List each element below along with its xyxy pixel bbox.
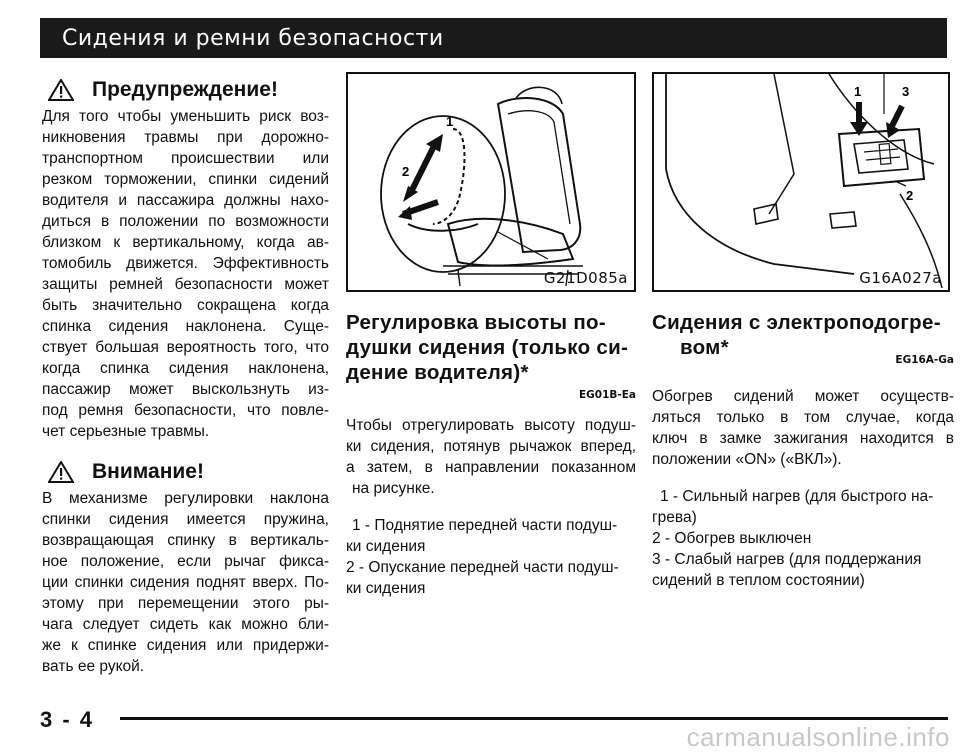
heated-seat-figure: [652, 72, 950, 292]
section-heading: [652, 310, 954, 360]
text-line: спинки сидения имеется пружина,: [42, 511, 329, 528]
figure-legend: [346, 515, 636, 599]
text-line: водителя и пассажира должны нахо-: [42, 192, 329, 209]
text-line: вать ее рукой.: [42, 658, 145, 675]
text-line: ствует большая вероятность того, что: [42, 339, 329, 356]
figure-legend: [652, 486, 954, 591]
text-line: спинка сидения наклонена. Суще-: [42, 318, 329, 335]
text-line: пассажир может выскользнуть из-: [42, 381, 329, 398]
warning-triangle-icon: [48, 79, 74, 101]
text-line: Обогрев сидений может осуществ-: [652, 388, 954, 405]
heading-line: дение водителя)*: [346, 361, 529, 384]
middle-column: [346, 72, 636, 599]
text-line: резком торможении, спинки сидений: [42, 171, 329, 188]
section-paragraph: [346, 415, 636, 499]
text-line: Для того чтобы уменьшить риск воз-: [42, 108, 329, 125]
text-line: когда спинка сидения наклонена,: [42, 360, 329, 377]
text-line: В механизме регулировки наклона: [42, 490, 329, 507]
text-line: защиты ремней безопасности может: [42, 276, 329, 293]
text-line: ции спинки сидения поднят вверх. По-: [42, 574, 329, 591]
legend-item: 1 - Сильный нагрев (для быстрого на-: [660, 488, 934, 505]
text-line: на рисунке.: [352, 480, 435, 497]
text-line: диться в положении по возможности: [42, 213, 329, 230]
text-line: ключ в замке зажигания находится в: [652, 430, 954, 447]
left-column: [42, 78, 329, 677]
caution-text: [42, 488, 329, 677]
seat-illustration: [348, 74, 634, 290]
figure-label-1: 1: [446, 114, 454, 129]
figure-code: G21D085a: [543, 269, 628, 287]
text-line: а затем, в направлении показанном: [346, 459, 636, 476]
legend-item: 2 - Обогрев выключен: [652, 530, 812, 547]
caution-heading: [42, 460, 329, 484]
warning-title: Предупреждение!: [92, 78, 278, 101]
heading-line: Регулировка высоты по-: [346, 311, 606, 334]
section-header: [40, 18, 947, 58]
figure-label-1: 1: [854, 84, 862, 99]
text-line: этому при перемещении этого ры-: [42, 595, 329, 612]
legend-item: 3 - Слабый нагрев (для поддержания: [652, 551, 922, 568]
text-line: близком к вертикальному, когда ав-: [42, 234, 329, 251]
section-title: Сидения и ремни безопасности: [62, 25, 444, 51]
footer-divider: [120, 717, 948, 720]
figure-label-2: 2: [402, 164, 410, 179]
text-line: чага следует сидеть как можно бли-: [42, 616, 329, 633]
section-heading: [346, 310, 636, 385]
watermark: carmanualsonline.info: [686, 722, 950, 752]
text-line: под ремня безопасности, что повле-: [42, 402, 329, 419]
text-line: никновения травмы при дорожно-: [42, 129, 329, 146]
warning-triangle-icon: [48, 461, 74, 483]
text-line: ляться только в том случае, когда: [652, 409, 954, 426]
figure-code: G16A027a: [859, 269, 942, 287]
seat-height-figure: [346, 72, 636, 292]
text-line: возвращающая спинку в вертикаль-: [42, 532, 329, 549]
text-line: ное положение, если рычаг фикса-: [42, 553, 329, 570]
legend-item: 2 - Опускание передней части подуш-: [346, 559, 619, 576]
page-number: 3 - 4: [40, 707, 95, 732]
legend-item: сидений в теплом состоянии): [652, 572, 865, 589]
heading-line: вом*: [680, 336, 729, 359]
legend-item: ки сидения: [346, 580, 426, 597]
text-line: же к спинке сидения или придержи-: [42, 637, 329, 654]
figure-label-2: 2: [906, 188, 914, 203]
legend-item: ки сидения: [346, 538, 426, 555]
heated-seat-illustration: [654, 74, 948, 290]
section-paragraph: [652, 386, 954, 470]
heading-line: душки сидения (только си-: [346, 336, 629, 359]
text-line: транспортном происшествии или: [42, 150, 329, 167]
right-column: [652, 72, 954, 591]
warning-heading: [42, 78, 329, 102]
text-line: ки сидения, потянув рычажок вперед,: [346, 438, 636, 455]
section-ref-code: EG01B-Ea: [578, 389, 636, 401]
legend-item: грева): [652, 509, 697, 526]
legend-item: 1 - Поднятие передней части подуш-: [352, 517, 618, 534]
heading-line: Сидения с электроподогре-: [652, 311, 941, 334]
text-line: положении «ON» («ВКЛ»).: [652, 451, 842, 468]
section-ref-code: EG16A-Ga: [895, 354, 954, 366]
warning-text: [42, 106, 329, 442]
caution-title: Внимание!: [92, 460, 204, 483]
text-line: чет серьезные травмы.: [42, 423, 210, 440]
text-line: Чтобы отрегулировать высоту подуш-: [346, 417, 636, 434]
figure-label-3: 3: [902, 84, 910, 99]
text-line: быть значительно сокращена когда: [42, 297, 329, 314]
text-line: томобиль движется. Эффективность: [42, 255, 329, 272]
